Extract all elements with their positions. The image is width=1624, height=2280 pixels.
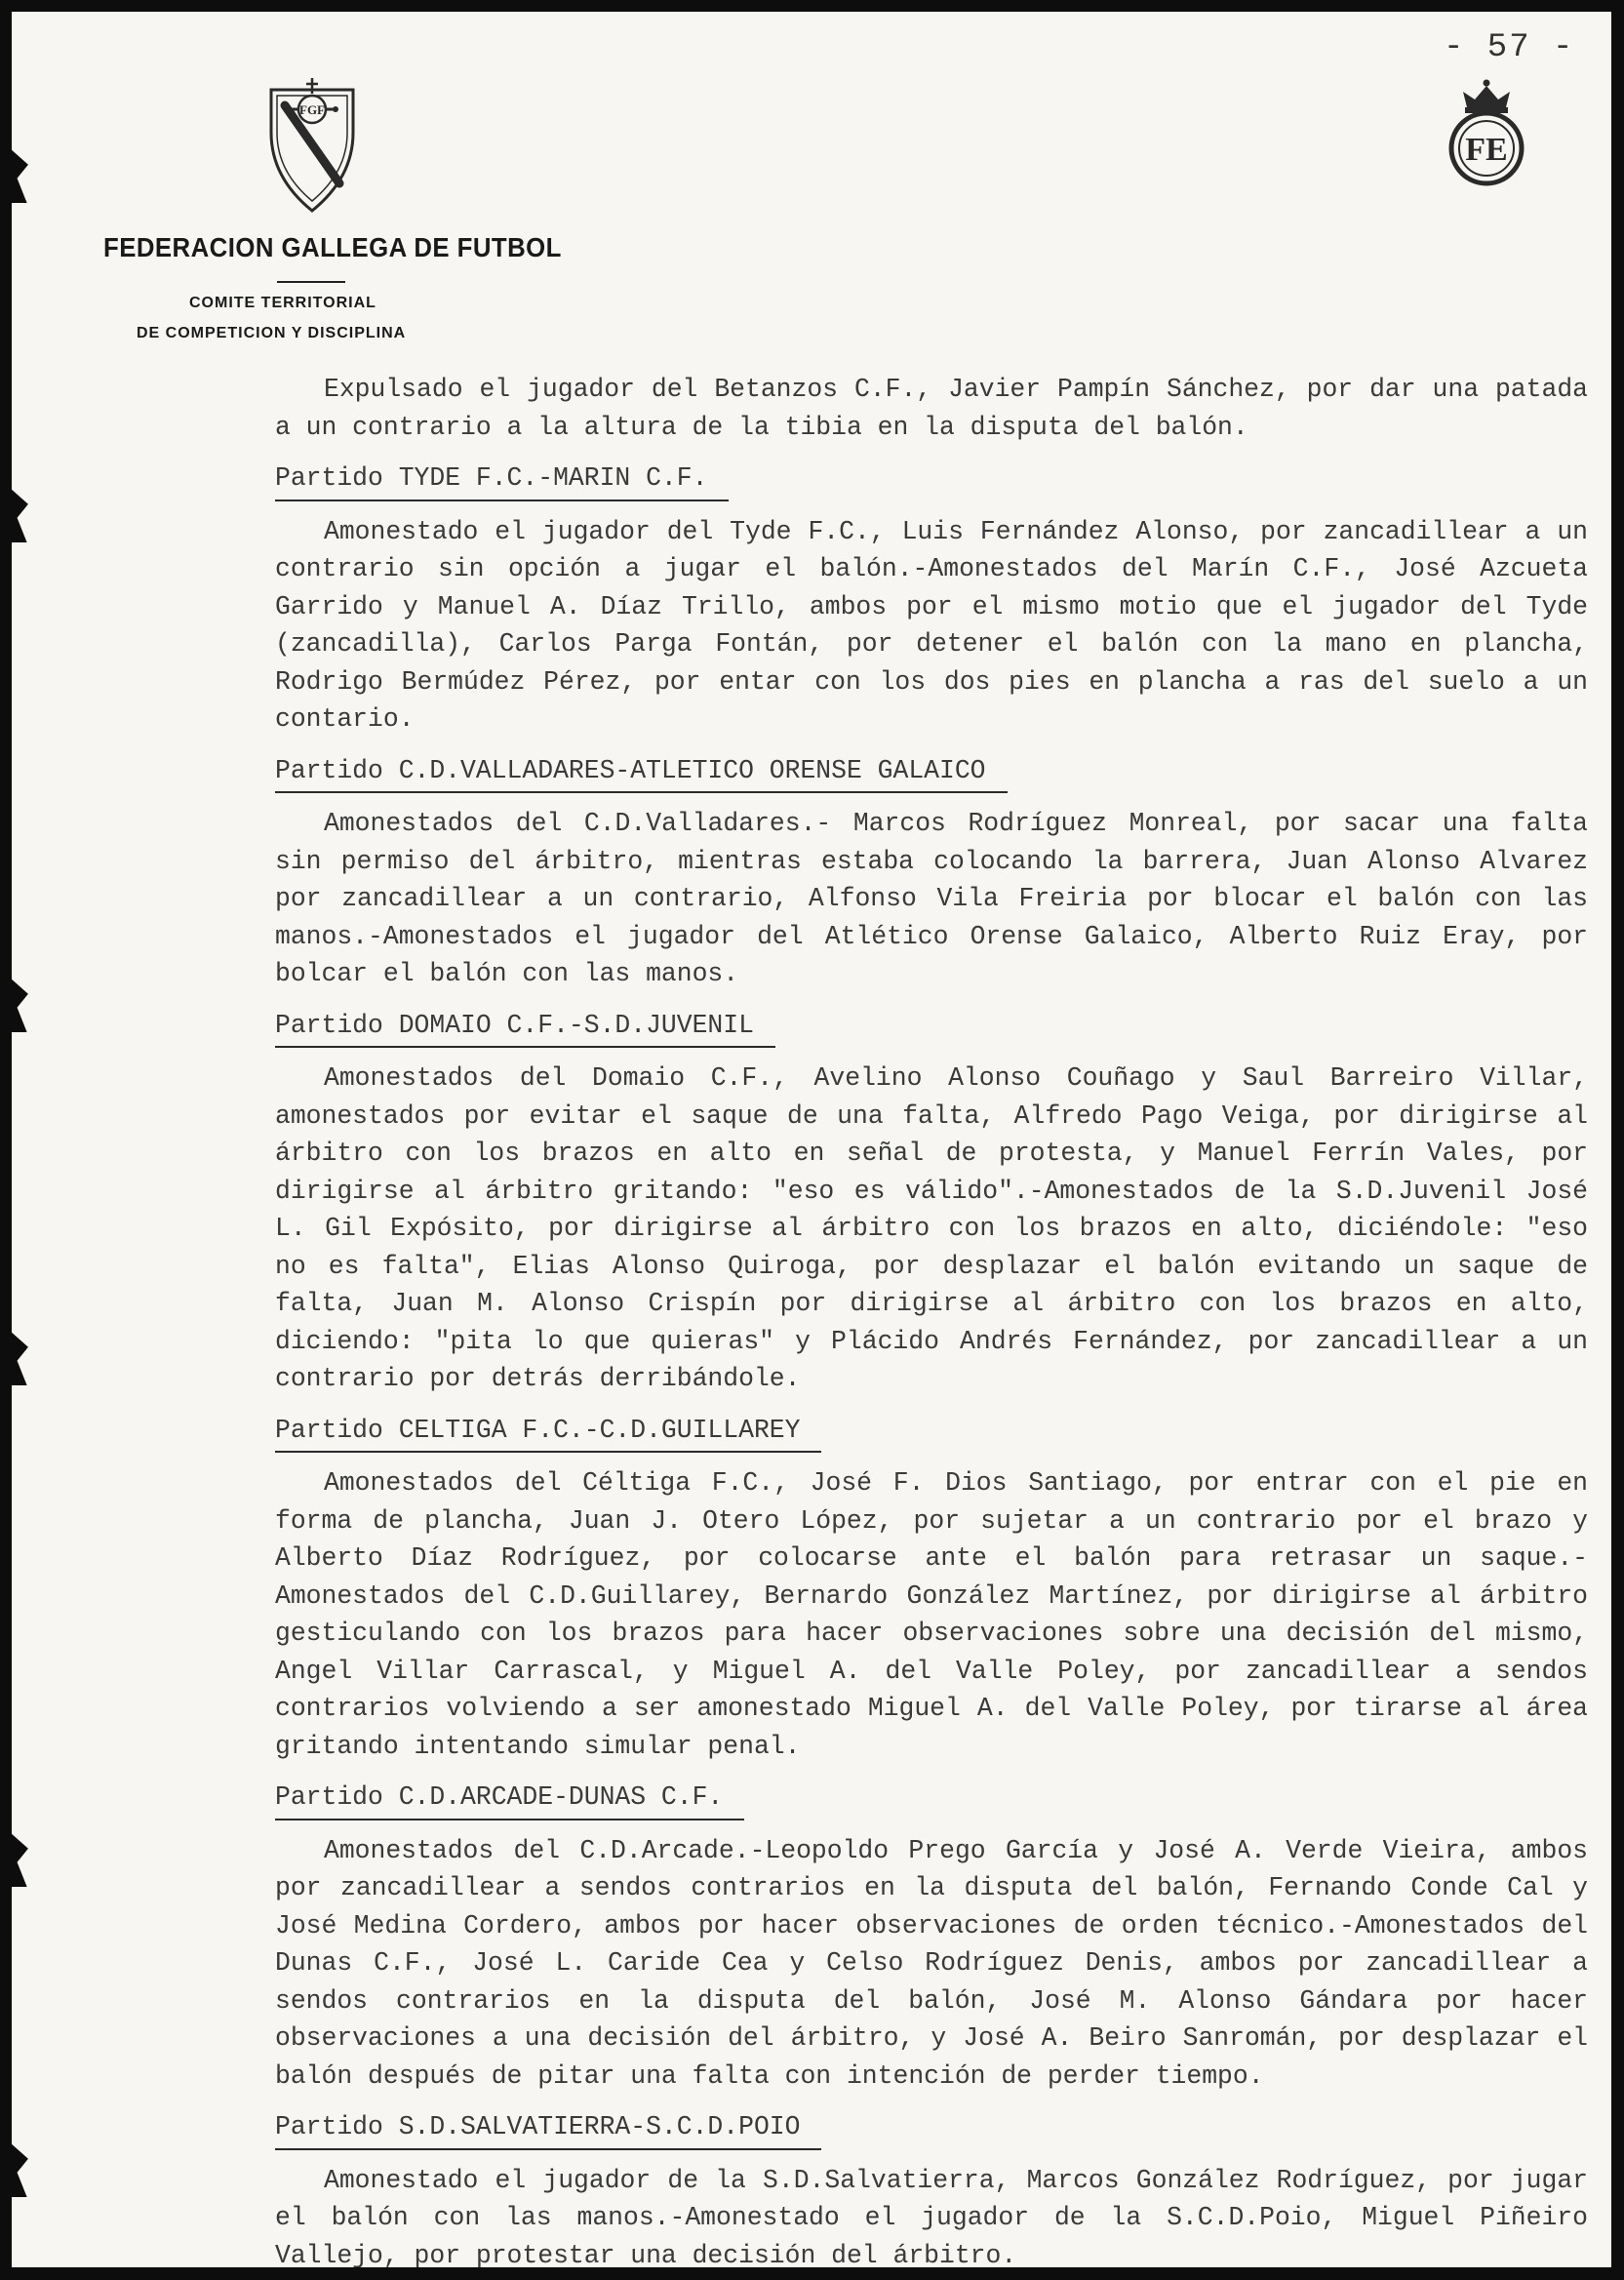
match-heading: Partido DOMAIO C.F.-S.D.JUVENIL: [275, 1007, 775, 1049]
federation-name: FEDERACION GALLEGA DE FUTBOL: [103, 232, 562, 262]
intro-paragraph: Expulsado el jugador del Betanzos C.F., Javier Pampín Sánchez, por dar una patada a un contrario a la altura de la tibia en la disputa del balón.: [275, 375, 1588, 442]
document-page: [12, 12, 1611, 2267]
header-divider: [277, 281, 345, 283]
match-section: [275, 2095, 1588, 2267]
match-section: [275, 1765, 1588, 2095]
page-number: - 57 -: [1444, 29, 1575, 66]
match-paragraph: Amonestados del C.D.Arcade.-Leopoldo Prego García y José A. Verde Vieira, ambos por zancadillear a sendos contrarios en la disputa del balón, Fernando Conde Cal y José Medina Cordero, ambos por hacer observaciones de orden técnico.-Amonestados del Dunas C.F., José L. Caride Cea y Celso Rodríguez Denis, ambos por zancadillear a sendos contrarios en la disputa del balón, José M. Alonso Gándara por hacer observaciones a una decisión del árbitro, y José A. Beiro Sanromán, por desplazar el balón después de pitar una falta con intención de perder tiempo.: [275, 1835, 1588, 2091]
torn-edge: [12, 488, 51, 542]
crown-crest-logo: [1444, 78, 1529, 187]
torn-edge: [12, 2142, 51, 2197]
torn-edge: [12, 1331, 51, 1385]
match-section: [275, 1398, 1588, 1766]
match-heading: Partido C.D.ARCADE-DUNAS C.F.: [275, 1779, 744, 1820]
match-paragraph: Amonestados del Domaio C.F., Avelino Alonso Couñago y Saul Barreiro Villar, amonestados por evitar el saque de una falta, Alfredo Pago Veiga, por dirigirse al árbitro con los brazos en alto en señal de protesta, y Manuel Ferrín Vales, por dirigirse al árbitro gritando: "eso es válido".-Amonestados de la S.D.Juvenil José L. Gil Expósito, por dirigirse al árbitro con los brazos en alto, diciéndole: "eso no es falta", Elias Alonso Quiroga, por desplazar el balón evitando un saque de falta, Juan M. Alonso Crispín por dirigirse al árbitro con los brazos en alto, diciendo: "pita lo que quieras" y Plácido Andrés Fernández, por zancadillear a un contrario por detrás derribándole.: [275, 1063, 1588, 1393]
svg-text:FGF: FGF: [299, 102, 325, 117]
svg-text:FE: FE: [1465, 132, 1508, 168]
federacion-shield-logo: [267, 76, 357, 215]
match-paragraph: Amonestados del C.D.Valladares.- Marcos Rodríguez Monreal, por sacar una falta sin permiso del árbitro, mientras estaba colocando la barrera, Juan Alonso Alvarez por zancadillear a un contrario, Alfonso Vila Freiria por blocar el balón con las manos.-Amonestados el jugador del Atlético Orense Galaico, Alberto Ruiz Eray, por bolcar el balón con las manos.: [275, 809, 1588, 988]
match-heading: Partido C.D.VALLADARES-ATLETICO ORENSE GALAICO: [275, 752, 1008, 794]
match-paragraph: Amonestado el jugador de la S.D.Salvatierra, Marcos González Rodríguez, por jugar el balón con las manos.-Amonestado el jugador de la S.C.D.Poio, Miguel Piñeiro Vallejo, por protestar una decisión del árbitro.: [275, 2165, 1588, 2267]
match-heading: Partido TYDE F.C.-MARIN C.F.: [275, 460, 729, 501]
match-heading: Partido S.D.SALVATIERRA-S.C.D.POIO: [275, 2108, 821, 2150]
committee-name-line2: DE COMPETICION Y DISCIPLINA: [137, 325, 407, 341]
match-paragraph: Amonestados del Céltiga F.C., José F. Dios Santiago, por entrar con el pie en forma de plancha, Juan J. Otero López, por sujetar a un contrario por el brazo y Alberto Díaz Rodríguez, por colocarse ante el balón para retrasar un saque.-Amonestados del C.D.Guillarey, Bernardo González Martínez, por dirigirse al árbitro gesticulando con los brazos para hacer observaciones sobre una decisión del mismo, Angel Villar Carrascal, y Miguel A. del Valle Poley, por zancadillear a sendos contrarios volviendo a ser amonestado Miguel A. del Valle Poley, por tirarse al área gritando intentando simular penal.: [275, 1468, 1588, 1761]
committee-name-line1: COMITE TERRITORIAL: [189, 295, 376, 311]
torn-edge: [12, 1832, 51, 1887]
torn-edge: [12, 978, 51, 1032]
match-paragraph: Amonestado el jugador del Tyde F.C., Luis Fernández Alonso, por zancadillear a un contrario sin opción a jugar el balón.-Amonestados del Marín C.F., José Azcueta Garrido y Manuel A. Díaz Trillo, ambos por el mismo motio que el jugador del Tyde (zancadilla), Carlos Parga Fontán, por detener el balón con la mano en plancha, Rodrigo Bermúdez Pérez, por entar con los dos pies en plancha a ras del suelo a un contario.: [275, 516, 1588, 734]
match-section: [275, 993, 1588, 1398]
document-body: [275, 371, 1588, 2267]
match-section: [275, 446, 1588, 739]
match-heading: Partido CELTIGA F.C.-C.D.GUILLAREY: [275, 1412, 821, 1454]
match-section: [275, 739, 1588, 993]
torn-edge: [12, 148, 51, 203]
